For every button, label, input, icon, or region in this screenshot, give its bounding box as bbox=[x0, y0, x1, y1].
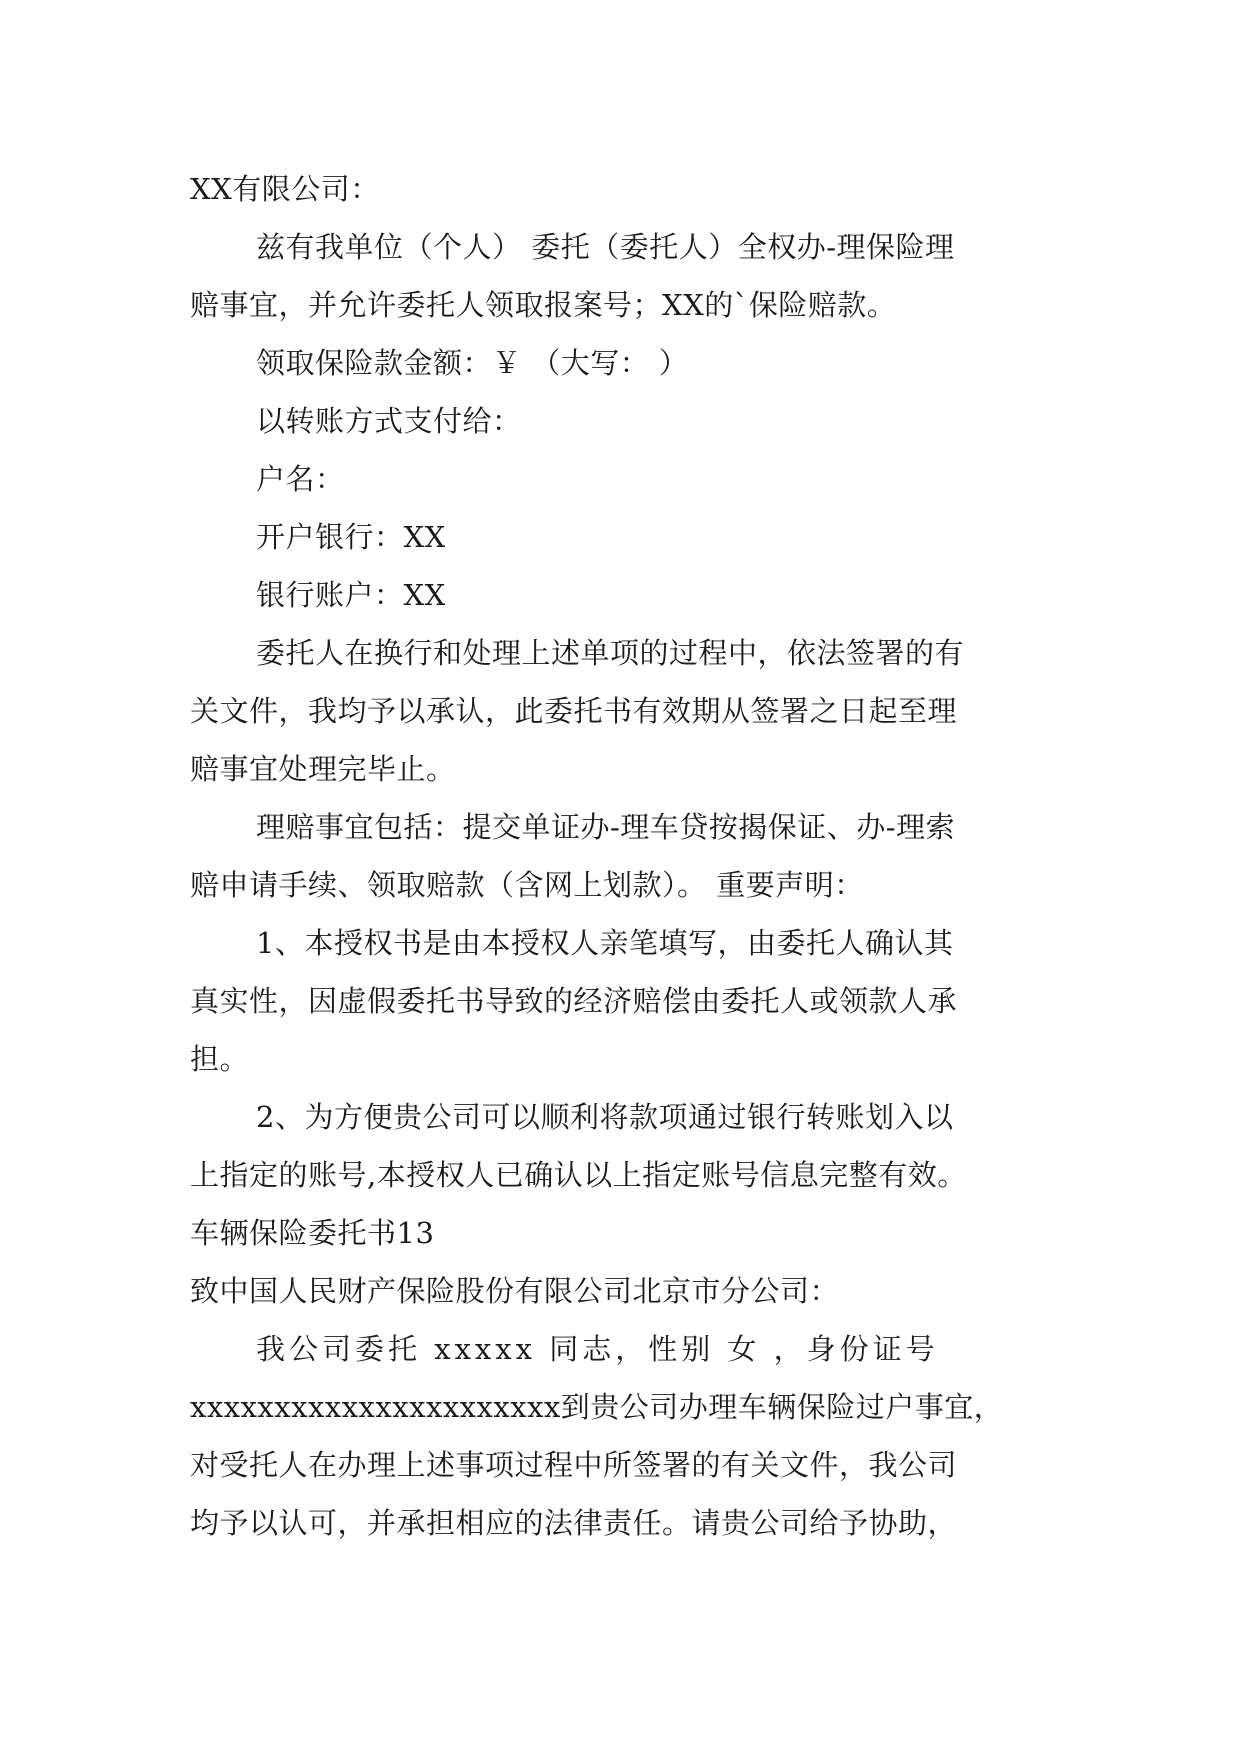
paragraph-line: 上指定的账号,本授权人已确认以上指定账号信息完整有效。 bbox=[190, 1158, 967, 1192]
paragraph-line: 赔事宜，并允许委托人领取报案号；XX的`保险赔款。 bbox=[190, 288, 897, 322]
paragraph-line: 兹有我单位（个人） 委托（委托人）全权办-理保险理 bbox=[256, 230, 955, 264]
bank-line: 开户银行：XX bbox=[256, 520, 446, 554]
paragraph-line: 均予以认可，并承担相应的法律责任。请贵公司给予协助， bbox=[190, 1506, 958, 1540]
recipient-line: XX有限公司： bbox=[190, 172, 380, 206]
paragraph-line: 委托人在换行和处理上述单项的过程中，依法签署的有 bbox=[256, 636, 965, 670]
paragraph-line: 真实性，因虚假委托书导致的经济赔偿由委托人或领款人承 bbox=[190, 984, 958, 1018]
account-name-line: 户名： bbox=[256, 462, 345, 496]
paragraph-line: 我公司委托 xxxxx 同志，性别 女 ，身份证号 bbox=[256, 1332, 939, 1366]
statement-item: 2、为方便贵公司可以顺利将款项通过银行转账划入以 bbox=[256, 1100, 954, 1134]
paragraph-line: 赔事宜处理完毕止。 bbox=[190, 752, 456, 786]
statement-item: 1、本授权书是由本授权人亲笔填写，由委托人确认其 bbox=[256, 926, 954, 960]
recipient-line: 致中国人民财产保险股份有限公司北京市分公司： bbox=[190, 1274, 840, 1308]
paragraph-line: 理赔事宜包括：提交单证办-理车贷按揭保证、办-理索 bbox=[256, 810, 956, 844]
paragraph-line: 对受托人在办理上述事项过程中所签署的有关文件，我公司 bbox=[190, 1448, 958, 1482]
paragraph-line: 担。 bbox=[190, 1042, 250, 1076]
paragraph-line: xxxxxxxxxxxxxxxxxxxxxx到贵公司办理车辆保险过户事宜， bbox=[190, 1390, 1004, 1424]
bank-account-line: 银行账户：XX bbox=[256, 578, 446, 612]
paragraph-line: 赔申请手续、领取赔款（含网上划款）。 重要声明： bbox=[190, 868, 864, 902]
amount-line: 领取保险款金额：￥ （大写： ） bbox=[256, 346, 689, 380]
document-body bbox=[190, 160, 1050, 1552]
payment-method-line: 以转账方式支付给： bbox=[256, 404, 522, 438]
paragraph-line: 关文件，我均予以承认，此委托书有效期从签署之日起至理 bbox=[190, 694, 958, 728]
section-title: 车辆保险委托书13 bbox=[190, 1216, 435, 1250]
